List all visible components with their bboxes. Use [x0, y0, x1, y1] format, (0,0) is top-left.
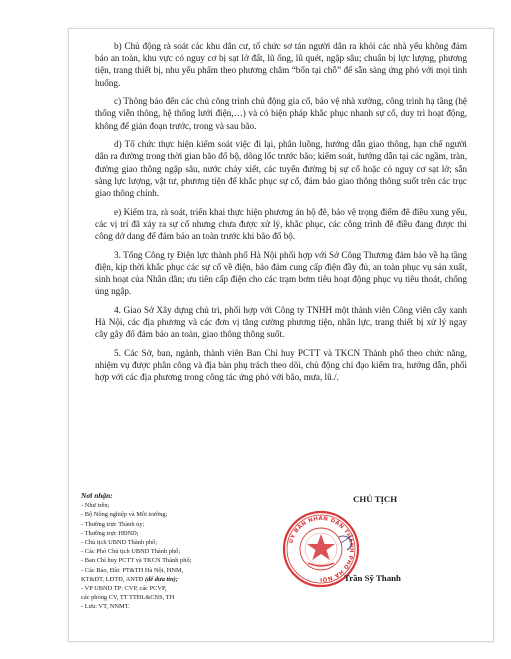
recipient-item: - Thường trực HĐND;: [81, 529, 139, 537]
recipient-item-media: [81, 575, 291, 584]
paragraph-c: c) Thông báo đến các chủ công trình chủ động gia cố, bảo vệ nhà xưởng, công trình hạ tầng (hệ thống viễn thông, hệ thống lưới điện,…) và có biện pháp khắc phục nhanh sự cố, duy trì hoạt động, không để gián đoạn trước, trong và sau bão.: [95, 96, 467, 131]
recipient-item: - VP UBND TP: CVP, các PCVP,: [81, 585, 167, 593]
recipient-item: các phòng CV, TT TTĐL&CNS, TH: [81, 594, 175, 602]
recipient-item: - Ban Chỉ huy PCTT và TKCN Thành phố;: [81, 557, 192, 565]
recipient-item: - Lưu: VT, NNMT.: [81, 603, 130, 611]
document-body: [95, 40, 467, 390]
paragraph-e: e) Kiểm tra, rà soát, triển khai thực hiện phương án hộ đê, bảo vệ trọng điểm đê điều xung yếu, các vị trí đã xảy ra sự cố nhưng chưa được xử lý, khắc phục, các công trình đê điều đang được thi công dở dang để đảm bảo an toàn trước khi bão đổ bộ.: [95, 206, 467, 242]
recipients-heading: Nơi nhận:: [81, 491, 113, 500]
recipient-item: - Chủ tịch UBND Thành phố;: [81, 539, 158, 547]
recipient-item: - Thường trực Thành ủy;: [81, 520, 145, 528]
signer-title: CHỦ TỊCH: [353, 494, 398, 504]
signer-name: Trần Sỹ Thanh: [344, 573, 401, 583]
paragraph-5: 5. Các Sở, ban, ngành, thành viên Ban Chỉ huy PCTT và TKCN Thành phố theo chức năng, nhiệm vụ được phân công và địa bàn phụ trách theo dõi, chủ động chỉ đạo kiểm tra, hướng dẫn, phối hợp với các địa phương trong công tác ứng phó với bão, mưa, lũ./.: [95, 347, 467, 383]
recipients-block: [81, 491, 291, 612]
svg-text:ỦY BAN NHÂN DÂN THÀNH PHỐ HÀ N: ỦY BAN NHÂN DÂN THÀNH PHỐ HÀ NỘI: [288, 515, 355, 583]
recipient-item: - Các Phó Chủ tịch UBND Thành phố;: [81, 548, 181, 556]
recipient-item: - Các Báo, Đài: PT&TH Hà Nội, HNM,: [81, 566, 184, 574]
recipient-item: - Bộ Nông nghiệp và Môi trường;: [81, 511, 168, 519]
recipient-note: (để đưa tin);: [143, 575, 178, 583]
paragraph-4: 4. Giao Sở Xây dựng chủ trì, phối hợp với Công ty TNHH một thành viên Công viên cây xanh Hà Nội, các địa phương và các đơn vị tăng cường phương tiện, nhân lực, trang thiết bị xử lý ngay cây gãy đổ đảm bảo an toàn, giao thông thông suốt.: [95, 304, 467, 340]
paragraph-d: d) Tổ chức thực hiện kiểm soát việc đi lại, phân luồng, hướng dẫn giao thông, hạn chế người dân ra đường trong thời gian bão đổ bộ, dông lốc trước bão; kiểm soát, hướng dẫn tại các ngầm, tràn, đường giao thông ngập sâu, nước chảy xiết, các tuyến đường bị sự cố hoặc có nguy cơ sạt lở; sẵn sàng lực lượng, vật tư, phương tiện để khắc phục sự cố, đảm bảo giao thông thông suốt trên các trục giao thông chính.: [95, 139, 467, 199]
paragraph-b: b) Chủ động rà soát các khu dân cư, tổ chức sơ tán người dân ra khỏi các nhà yếu không đảm bảo an toàn, khu vực có nguy cơ bị sạt lở đất, lũ ống, lũ quét, ngập sâu; chuẩn bị lực lượng, phương tiện, trang thiết bị, nhu yếu phẩm theo phương châm “bốn tại chỗ” để sẵn sàng ứng phó với mọi tình huống.: [95, 41, 467, 88]
recipient-media-outlets: KT&ĐT, LĐTĐ, ANTĐ: [81, 575, 144, 583]
recipient-item: - Như trên;: [81, 502, 110, 510]
paragraph-3: 3. Tổng Công ty Điện lực thành phố Hà Nội phối hợp với Sở Công Thương đảm bảo về hạ tầng điện, kịp thời khắc phục các sự cố về điện, bảo đảm cung cấp điện đầy đủ, an toàn phục vụ sản xuất, sinh hoạt của Nhân dân; ưu tiên cấp điện cho các trạm bơm tiêu hoạt động phục vụ tiêu thoát, chống úng ngập.: [95, 249, 467, 297]
